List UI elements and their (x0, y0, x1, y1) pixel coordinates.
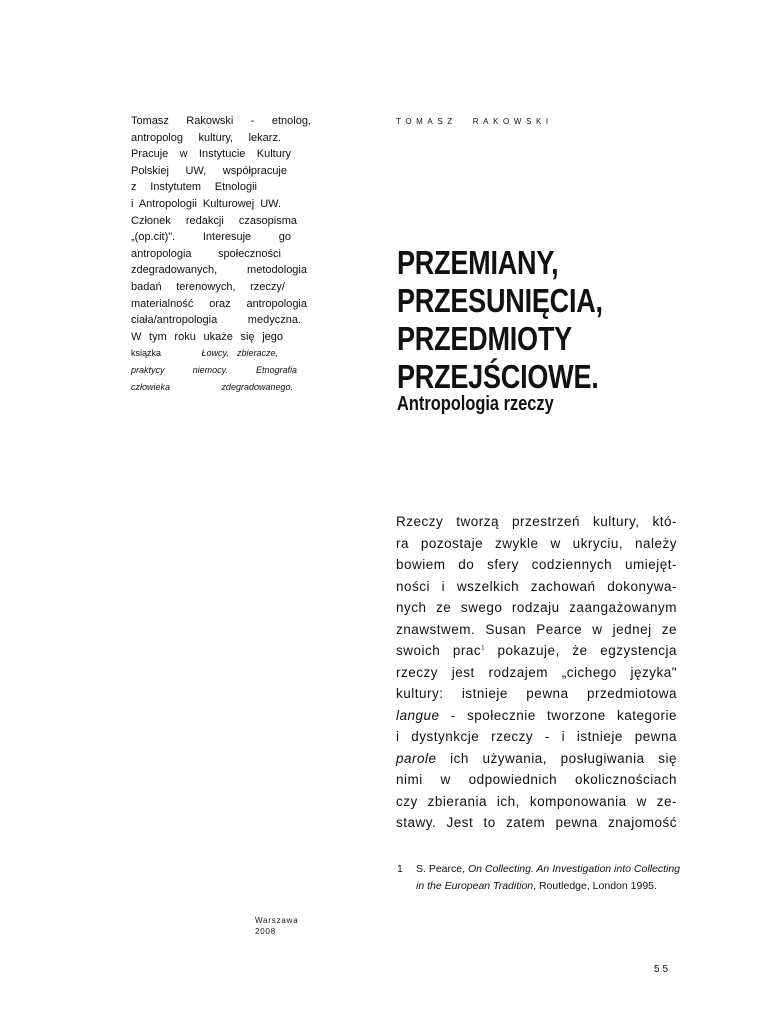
bio-line: zdegradowanych, metodologia (131, 264, 307, 277)
bio-line: W tym roku ukaże się jego (131, 330, 283, 343)
bio-book-title-1: Łowcy, zbieracze, (201, 348, 278, 359)
body-line: nych ze swego rodzaju zaangażowanym (396, 600, 677, 615)
author-first-name: TOMASZ (396, 117, 457, 126)
article-subtitle: Antropologia rzeczy (397, 393, 554, 415)
italic-term: langue (396, 707, 440, 723)
bio-book-prefix: książka (131, 348, 162, 359)
running-header-author (396, 117, 569, 126)
bio-line: materialność oraz antropologia (131, 297, 307, 310)
body-line (396, 640, 677, 662)
body-text: pokazuje, że egzystencja (484, 643, 678, 658)
footnote (397, 861, 687, 894)
bio-line: antropolog kultury, lekarz. (131, 131, 281, 144)
bio-line: Polskiej UW, współpracuje (131, 164, 287, 177)
body-line: Rzeczy tworzą przestrzeń kultury, któ- (396, 514, 677, 529)
body-line: ra pozostaje zwykle w ukryciu, należy (396, 535, 677, 551)
bio-book-line (131, 345, 278, 362)
body-line: i dystynkcje rzeczy - i istnieje pewna (396, 729, 677, 744)
title-line: PRZEJŚCIOWE. (397, 358, 599, 395)
bio-line: „(op.cit)". Interesuje go (131, 231, 291, 244)
title-line: PRZESUNIĘCIA, (397, 282, 603, 319)
body-line: kultury: istnieje pewna przedmiotowa (396, 686, 677, 701)
bio-line: z Instytutem Etnologii (131, 181, 257, 194)
bio-book-title-3: człowieka zdegradowanego. (131, 382, 293, 393)
body-line: rzeczy jest rodzajem „cichego języka" (396, 664, 677, 680)
body-line (396, 705, 677, 727)
body-paragraph (396, 511, 677, 834)
bio-line: i Antropologii Kulturowej UW. (131, 197, 281, 210)
bio-book-title-2: praktycy niemocy. Etnografia (131, 365, 297, 376)
footnote-text (416, 861, 687, 894)
footnote-ref: 1 (481, 645, 485, 652)
body-text: swoich prac (396, 643, 482, 658)
page-number: 55 (654, 964, 672, 975)
bio-line: antropologia społeczności (131, 247, 281, 260)
place-year: 2008 (255, 927, 276, 936)
italic-term: parole (396, 750, 437, 766)
author-last-name: RAKOWSKI (472, 117, 553, 126)
footnote-author: S. Pearce, (416, 863, 466, 875)
body-line: bowiem do sfery codziennych umiejęt- (396, 557, 677, 572)
bio-line: Pracuje w Instytucie Kultury (131, 148, 291, 161)
body-line (396, 748, 677, 770)
body-line: ności i wszelkich zachowań dokonywa- (396, 578, 677, 594)
bio-line: ciała/antropologia medyczna. (131, 314, 301, 327)
place-date (255, 915, 298, 937)
title-line: PRZEMIANY, (397, 244, 559, 281)
place-city: Warszawa (255, 916, 299, 925)
body-text: ich używania, posługiwania się (436, 750, 677, 766)
bio-line: badań terenowych, rzeczy/ (131, 280, 285, 293)
footnote-title: On Collecting. An Investigation into Collecting in the European Tradition (416, 863, 681, 892)
body-line: znawstwem. Susan Pearce w jednej ze (396, 621, 677, 637)
title-line: PRZEDMIOTY (397, 320, 572, 357)
body-text: - społecznie tworzone kategorie (439, 707, 677, 723)
bio-line: Tomasz Rakowski - etnolog, (131, 115, 311, 127)
footnote-publisher: , Routledge, London 1995. (533, 879, 657, 892)
author-bio (131, 113, 311, 396)
bio-line: Członek redakcji czasopisma (131, 214, 297, 227)
body-line: nimi w odpowiednich okolicznościach (396, 772, 677, 787)
body-line: stawy. Jest to zatem pewna znajomość (396, 815, 677, 830)
body-line: czy zbierania ich, komponowania w ze- (396, 793, 677, 809)
article-title (397, 244, 697, 416)
footnote-number: 1 (397, 863, 403, 875)
